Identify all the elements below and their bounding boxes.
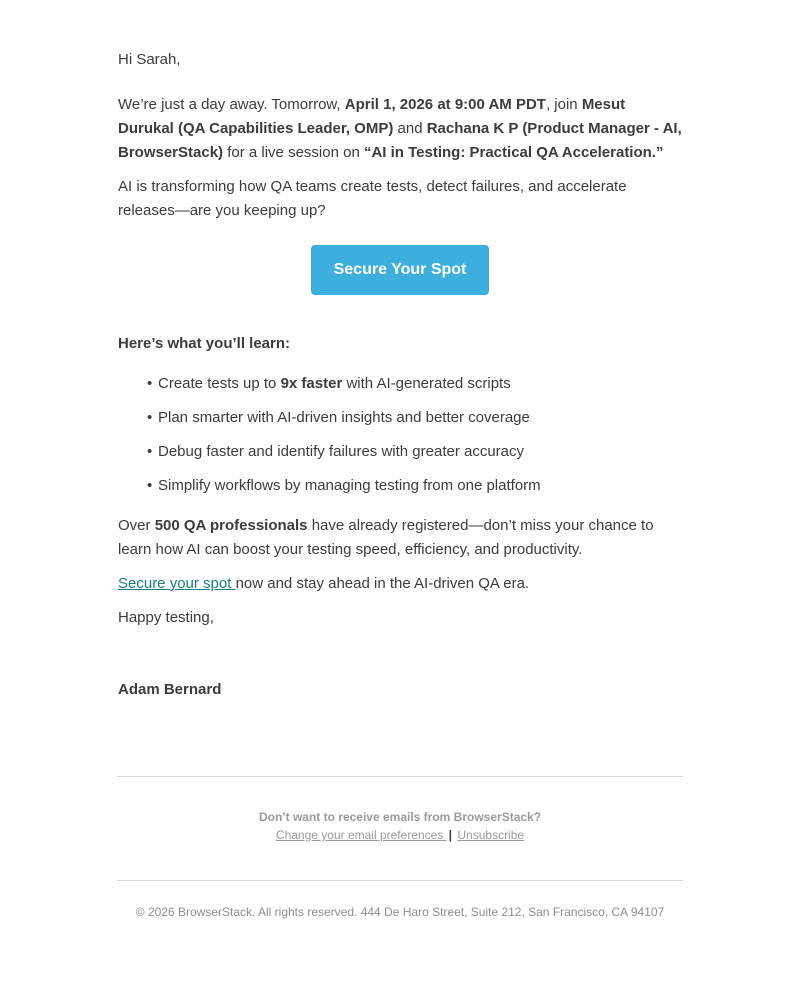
text-segment: Mesut Durukal (QA Capabilities Leader, OMP) xyxy=(118,96,626,137)
text-segment: AI is transforming how QA teams create tests, detect failures, and accelerate releases—are you keeping up? xyxy=(118,178,627,219)
learn-list xyxy=(118,372,682,498)
greeting-text: Hi Sarah, xyxy=(118,51,181,68)
text-segment: Rachana K P (Product Manager - AI, BrowserStack) xyxy=(118,120,682,161)
list-item-create-tests xyxy=(118,372,682,396)
divider-top xyxy=(117,776,683,777)
text-segment: with AI-generated scripts xyxy=(342,375,511,392)
email-footer xyxy=(117,776,683,920)
copyright-text: © 2026 BrowserStack. All rights reserved. 444 De Haro Street, Suite 212, San Francisco, CA 94107 xyxy=(135,905,665,919)
registered-paragraph xyxy=(118,514,682,562)
unsubscribe-link[interactable]: Unsubscribe xyxy=(457,828,525,842)
footer-question: Don’t want to receive emails from BrowserStack? xyxy=(258,810,542,824)
divider-bottom xyxy=(117,880,683,881)
secure-your-spot-link[interactable]: Secure your spot xyxy=(118,575,236,592)
signature-name: Adam Bernard xyxy=(118,681,222,698)
secure-your-spot-button[interactable]: Secure Your Spot xyxy=(311,245,490,295)
text-segment: “AI in Testing: Practical QA Acceleration.” xyxy=(363,144,664,161)
text-segment: Over xyxy=(118,517,155,534)
text-segment: 500 QA professionals xyxy=(154,517,308,534)
intro-paragraph xyxy=(118,93,682,165)
secure-line-paragraph xyxy=(118,572,682,596)
text-segment: April 1, 2026 at 9:00 AM PDT xyxy=(344,96,546,113)
footer-links-row xyxy=(117,828,683,843)
list-item-plan-smarter xyxy=(118,406,682,430)
text-segment: 9x faster xyxy=(280,375,343,392)
text-segment: , join xyxy=(545,96,582,113)
text-segment: have already registered—don’t miss your chance to learn how AI can boost your testing speed, efficiency, and productivity. xyxy=(118,517,654,558)
text-segment: Simplify workflows by managing testing from one platform xyxy=(158,477,541,494)
hook-paragraph xyxy=(118,175,682,223)
text-segment: and xyxy=(393,120,427,137)
closing-text: Happy testing, xyxy=(118,609,214,626)
learn-heading: Here’s what you’ll learn: xyxy=(118,335,290,352)
list-item-simplify-workflows xyxy=(118,474,682,498)
footer-separator: | xyxy=(448,828,453,842)
text-segment: for a live session on xyxy=(223,144,364,161)
cta-row xyxy=(118,245,682,295)
text-segment: Create tests up to xyxy=(158,375,281,392)
text-segment: Plan smarter with AI-driven insights and better coverage xyxy=(158,409,530,426)
change-preferences-link[interactable]: Change your email preferences xyxy=(275,828,447,842)
text-segment: now and stay ahead in the AI-driven QA era. xyxy=(235,575,530,592)
text-segment: Debug faster and identify failures with greater accuracy xyxy=(158,443,525,460)
email-body xyxy=(118,0,682,702)
text-segment: We’re just a day away. Tomorrow, xyxy=(118,96,345,113)
list-item-debug-faster xyxy=(118,440,682,464)
